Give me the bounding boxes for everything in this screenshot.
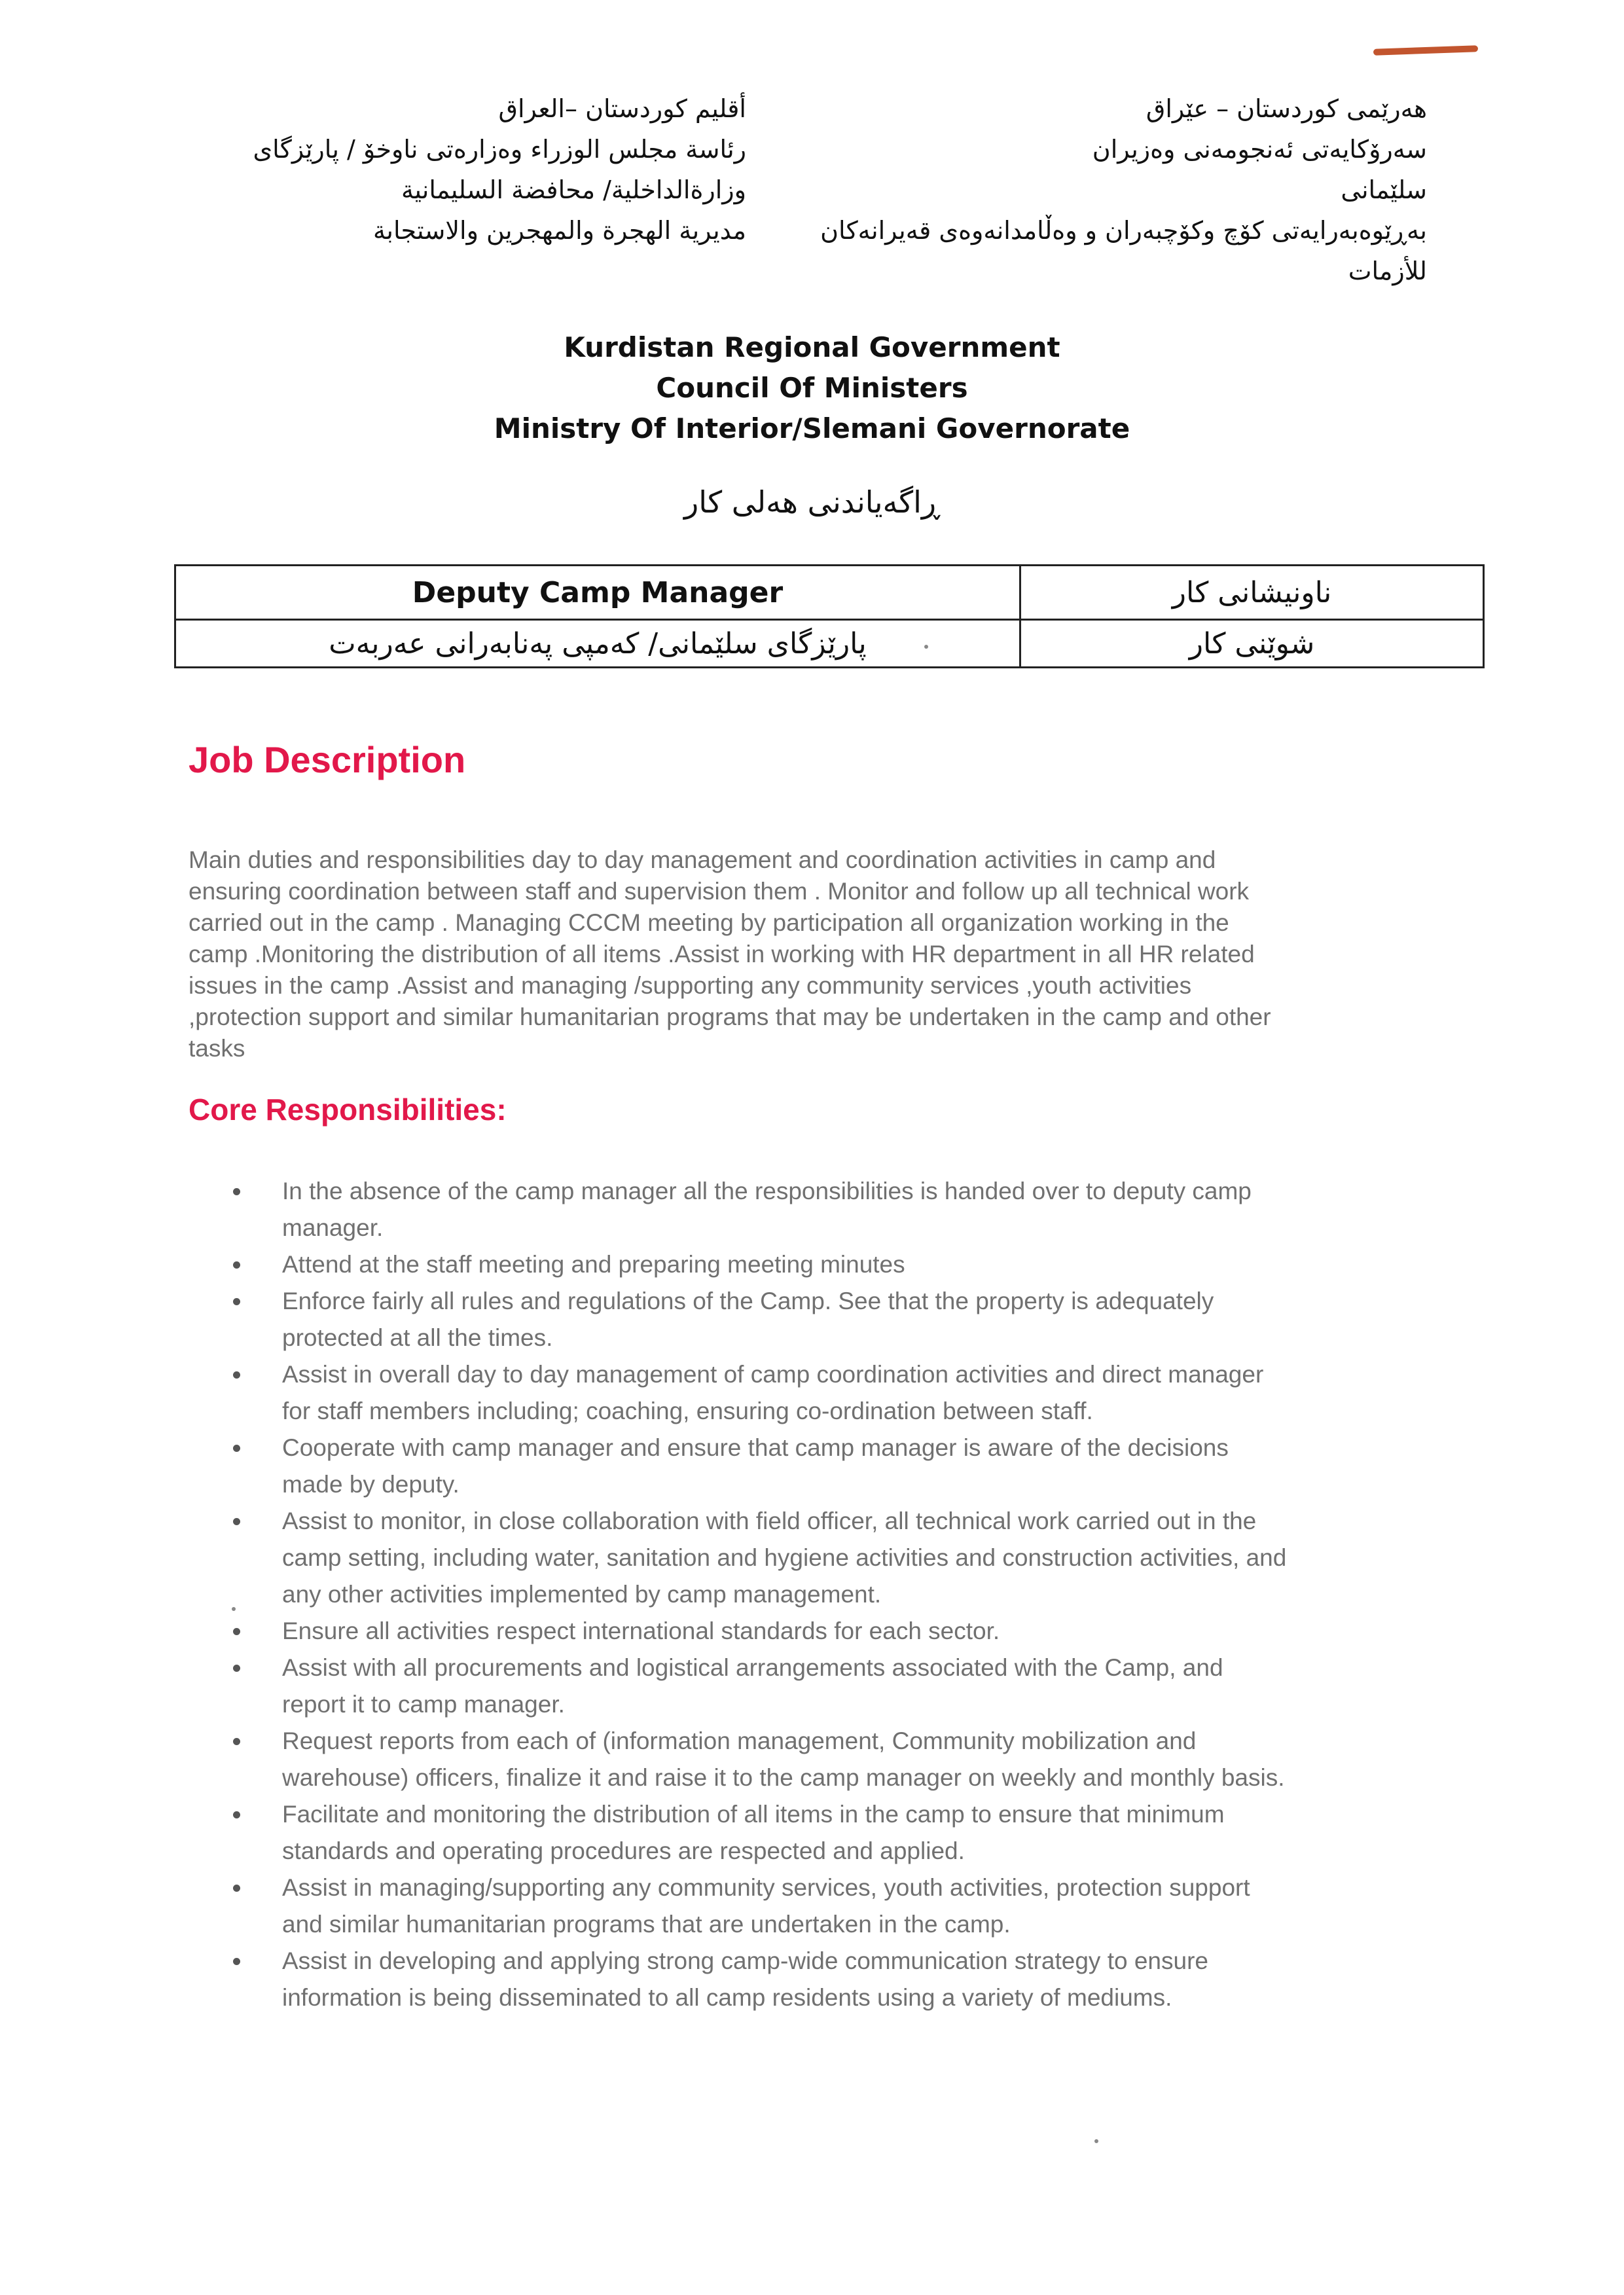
bullet-icon [233,1665,240,1672]
kurdish-header-line: هەرێمی کوردستان – عێراق [1146,94,1427,123]
job-description-text [189,844,1419,1064]
job-location-row [175,620,1484,668]
arabic-header-line: رئاسة مجلس الوزراء وەزارەتی ناوخۆ / پارێزگای [253,135,746,164]
paragraph-line: ensuring coordination between staff and supervision them . Monitor and follow up all technical work [189,878,1250,905]
arabic-header-line: مديرية الهجرة والمهجرين والاستجابة [373,216,746,245]
responsibility-item [189,1870,1432,1943]
responsibility-line: Assist in overall day to day management of camp coordination activities and direct manager [282,1361,1264,1388]
responsibility-line: Assist with all procurements and logistical arrangements associated with the Camp, and [282,1654,1223,1681]
responsibility-line: any other activities implemented by camp management. [282,1581,882,1608]
responsibility-item [189,1943,1432,2016]
responsibility-line: protected at all the times. [282,1324,553,1351]
job-info-table [174,564,1485,668]
responsibility-line: Assist in managing/supporting any community services, youth activities, protection support [282,1874,1250,1901]
responsibility-item [189,1796,1432,1870]
job-location-value: پارێزگای سلێمانی/ کەمپی پەنابەرانی عەربەت [175,620,1020,668]
responsibility-item [189,1246,1432,1283]
scan-speck [924,645,928,649]
responsibility-line: and similar humanitarian programs that are undertaken in the camp. [282,1911,1011,1938]
scan-speck [1094,2139,1098,2143]
bullet-icon [233,1298,240,1305]
responsibility-line: information is being disseminated to all camp residents using a variety of mediums. [282,1984,1172,2011]
bullet-icon [233,1188,240,1195]
org-title-line: Ministry Of Interior/Slemani Governorate [494,412,1130,444]
paragraph-line: tasks [189,1035,245,1062]
kurdish-header-line: بەڕێوەبەرایەتی کۆچ وکۆچبەران و وەڵامدانەوەی قەیرانەکان [820,216,1427,245]
kurdish-header [799,88,1427,291]
responsibility-line: Request reports from each of (information management, Community mobilization and [282,1727,1197,1754]
responsibility-item [189,1723,1432,1796]
responsibility-line: manager. [282,1214,384,1241]
responsibility-line: report it to camp manager. [282,1691,565,1718]
bullet-icon [233,1885,240,1892]
org-title-line: Kurdistan Regional Government [564,331,1060,363]
responsibility-line: Facilitate and monitoring the distribution of all items in the camp to ensure that minimum [282,1801,1225,1828]
responsibilities-list [189,1173,1432,2016]
job-title-row [175,566,1484,620]
arabic-header-line: أقليم كوردستان –العراق [498,94,746,123]
responsibility-line: Cooperate with camp manager and ensure that camp manager is aware of the decisions [282,1434,1229,1461]
bullet-icon [233,1371,240,1379]
paragraph-line: Main duties and responsibilities day to day management and coordination activities in camp and [189,846,1216,873]
responsibility-item [189,1650,1432,1723]
responsibility-line: warehouse) officers, finalize it and raise it to the camp manager on weekly and monthly basis. [282,1764,1285,1791]
responsibility-line: camp setting, including water, sanitation and hygiene activities and construction activities, and [282,1544,1287,1571]
job-description-heading: Job Description [189,739,466,780]
responsibility-item [189,1503,1432,1613]
bullet-icon [233,1445,240,1452]
responsibility-line: Enforce fairly all rules and regulations of the Camp. See that the property is adequately [282,1288,1214,1314]
responsibility-line: standards and operating procedures are respected and applied. [282,1837,965,1864]
responsibility-item [189,1173,1432,1246]
kurdish-header-line: للأزمات [1348,257,1427,285]
core-responsibilities-heading: Core Responsibilities: [189,1093,507,1127]
scan-speck [232,1607,236,1611]
bullet-icon [233,1518,240,1525]
org-title-line: Council Of Ministers [656,372,968,404]
bullet-icon [233,1738,240,1745]
responsibility-line: Attend at the staff meeting and preparing meeting minutes [282,1251,905,1278]
bullet-icon [233,1811,240,1818]
pen-mark [1373,45,1478,56]
paragraph-line: ,protection support and similar humanitarian programs that may be undertaken in the camp and other [189,1003,1271,1030]
kurdish-header-line: سلێمانی [1341,175,1427,204]
paragraph-line: carried out in the camp . Managing CCCM meeting by participation all organization working in the [189,909,1229,936]
paragraph-line: camp .Monitoring the distribution of all items .Assist in working with HR department in all HR related [189,941,1255,967]
kurdish-header-line: سەرۆکایەتی ئەنجومەنی وەزیران [1092,135,1427,164]
responsibility-line: Assist to monitor, in close collaboration with field officer, all technical work carried out in the [282,1508,1257,1534]
announcement-title: ڕاگەیاندنی هەلی کار [684,484,940,520]
responsibility-line: for staff members including; coaching, ensuring co-ordination between staff. [282,1398,1093,1424]
responsibility-item [189,1356,1432,1430]
arabic-header [249,88,746,251]
org-title [0,327,1624,449]
responsibility-item [189,1613,1432,1650]
responsibility-line: In the absence of the camp manager all the responsibilities is handed over to deputy camp [282,1178,1252,1204]
arabic-header-line: وزارةالداخلية/ محافضة السليمانية [401,175,746,204]
responsibility-line: made by deputy. [282,1471,460,1498]
bullet-icon [233,1958,240,1965]
job-title-value: Deputy Camp Manager [175,566,1020,620]
responsibility-item [189,1283,1432,1356]
bullet-icon [233,1628,240,1635]
paragraph-line: issues in the camp .Assist and managing /supporting any community services ,youth activities [189,972,1192,999]
responsibility-line: Assist in developing and applying strong camp-wide communication strategy to ensure [282,1947,1208,1974]
responsibility-item [189,1430,1432,1503]
job-title-label: ناونیشانی کار [1020,566,1484,620]
bullet-icon [233,1261,240,1269]
responsibility-line: Ensure all activities respect international standards for each sector. [282,1617,1000,1644]
job-location-label: شوێنی کار [1020,620,1484,668]
